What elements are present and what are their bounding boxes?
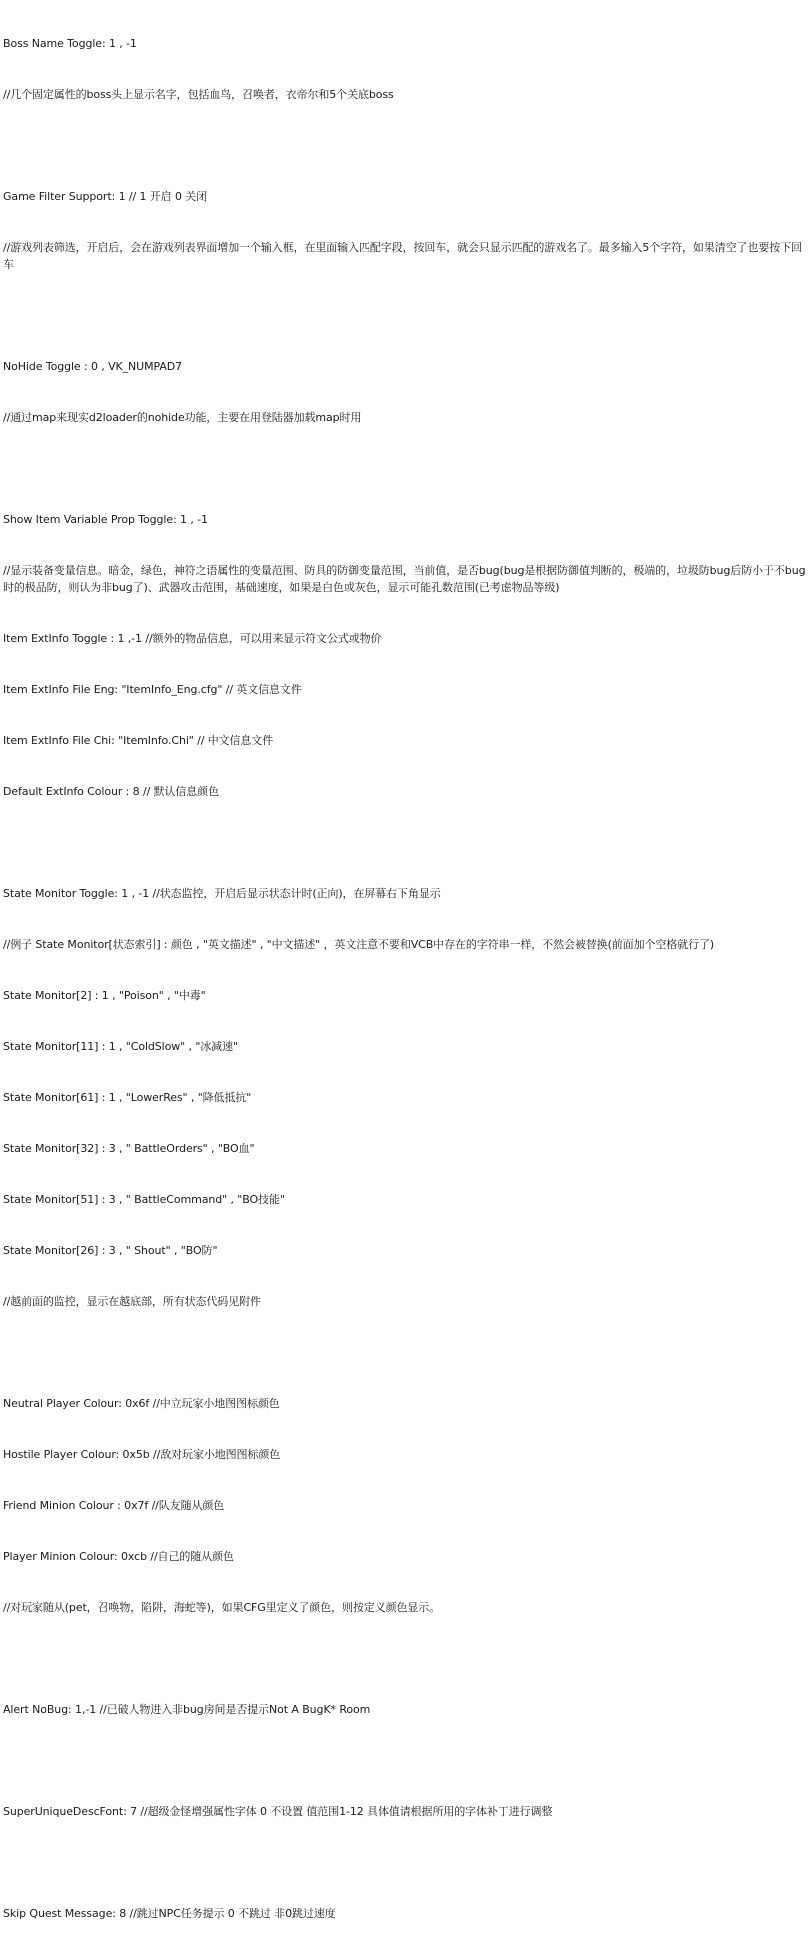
text-line: Friend Minion Colour : 0x7f //队友随从颜色 <box>3 1499 225 1512</box>
text-line: NoHide Toggle : 0 , VK_NUMPAD7 <box>3 360 183 373</box>
blank-line <box>3 1752 808 1769</box>
text-line: State Monitor[32] : 3 , " BattleOrders" , "BO血" <box>3 1142 255 1155</box>
text-line: Hostile Player Colour: 0x5b //敌对玩家小地图图标颜色 <box>3 1448 281 1461</box>
text-line: Alert NoBug: 1,-1 //已破人物进入非bug房间是否提示Not A BugK* Room <box>3 1703 371 1716</box>
blank-line <box>3 1854 808 1871</box>
blank-line <box>3 1344 808 1361</box>
text-line: //对玩家随从(pet，召唤物，陷阱，海蛇等)，如果CFG里定义了颜色，则按定义颜色显示。 <box>3 1601 441 1614</box>
text-line: Item ExtInfo File Chi: "ItemInfo.Chi" // 中文信息文件 <box>3 734 274 747</box>
text-line: State Monitor[51] : 3 , " BattleCommand" , "BO技能" <box>3 1193 285 1206</box>
text-line: State Monitor[2] : 1 , "Poison" , "中毒" <box>3 989 206 1002</box>
text-line: //几个固定属性的boss头上显示名字，包括血鸟，召唤者，衣帝尔和5个关底boss <box>3 88 394 101</box>
text-line: Neutral Player Colour: 0x6f //中立玩家小地图图标颜色 <box>3 1397 280 1410</box>
text-line: //例子 State Monitor[状态索引] : 颜色 , "英文描述" , "中文描述" ，英文注意不要和VCB中存在的字符串一样，不然会被替换(前面加个空格就行了) <box>3 938 715 951</box>
text-line: SuperUniqueDescFont: 7 //超级金怪增强属性字体 0 不设置 值范围1-12 具体值请根据所用的字体补丁进行调整 <box>3 1805 553 1818</box>
config-text-document <box>3 1 808 1939</box>
text-line: Default ExtInfo Colour : 8 // 默认信息颜色 <box>3 785 219 798</box>
text-line: Boss Name Toggle: 1 , -1 <box>3 37 137 50</box>
blank-line <box>3 460 808 477</box>
text-line: //通过map来现实d2loader的nohide功能，主要在用登陆器加载map时用 <box>3 411 362 424</box>
text-line: Game Filter Support: 1 // 1 开启 0 关闭 <box>3 190 208 203</box>
text-line: Item ExtInfo Toggle : 1 ,-1 //额外的物品信息，可以用来显示符文公式或物价 <box>3 632 382 645</box>
text-line: State Monitor Toggle: 1 , -1 //状态监控，开启后显示状态计时(正向)，在屏幕右下角显示 <box>3 887 441 900</box>
blank-line <box>3 307 808 324</box>
blank-line <box>3 137 808 154</box>
text-line: State Monitor[26] : 3 , " Shout" , "BO防" <box>3 1244 218 1257</box>
text-line: Skip Quest Message: 8 //跳过NPC任务提示 0 不跳过 非0跳过速度 <box>3 1907 336 1920</box>
text-line: Item ExtInfo File Eng: "ItemInfo_Eng.cfg" // 英文信息文件 <box>3 683 302 696</box>
text-line: //游戏列表筛选，开启后，会在游戏列表界面增加一个输入框，在里面输入匹配字段，按回车，就会只显示匹配的游戏名了。最多输入5个字符，如果清空了也要按下回车 <box>3 241 802 271</box>
blank-line <box>3 834 808 851</box>
blank-line <box>3 1650 808 1667</box>
text-line: //越前面的监控，显示在越底部，所有状态代码见附件 <box>3 1295 261 1308</box>
text-line: //显示装备变量信息。暗金，绿色，神符之语属性的变量范围、防具的防御变量范围，当前值，是否bug(bug是根据防御值判断的，极端的，垃圾防bug后防小于不bug时的极品防，则认为非bug了)、武器攻击范围，基础速度，如果是白色或灰色，显示可能孔数范围(已考虑物品等级) <box>3 564 806 594</box>
text-line: Player Minion Colour: 0xcb //自己的随从颜色 <box>3 1550 234 1563</box>
text-line: Show Item Variable Prop Toggle: 1 , -1 <box>3 513 208 526</box>
text-line: State Monitor[11] : 1 , "ColdSlow" , "冰减速" <box>3 1040 238 1053</box>
text-line: State Monitor[61] : 1 , "LowerRes" , "降低抵抗" <box>3 1091 252 1104</box>
